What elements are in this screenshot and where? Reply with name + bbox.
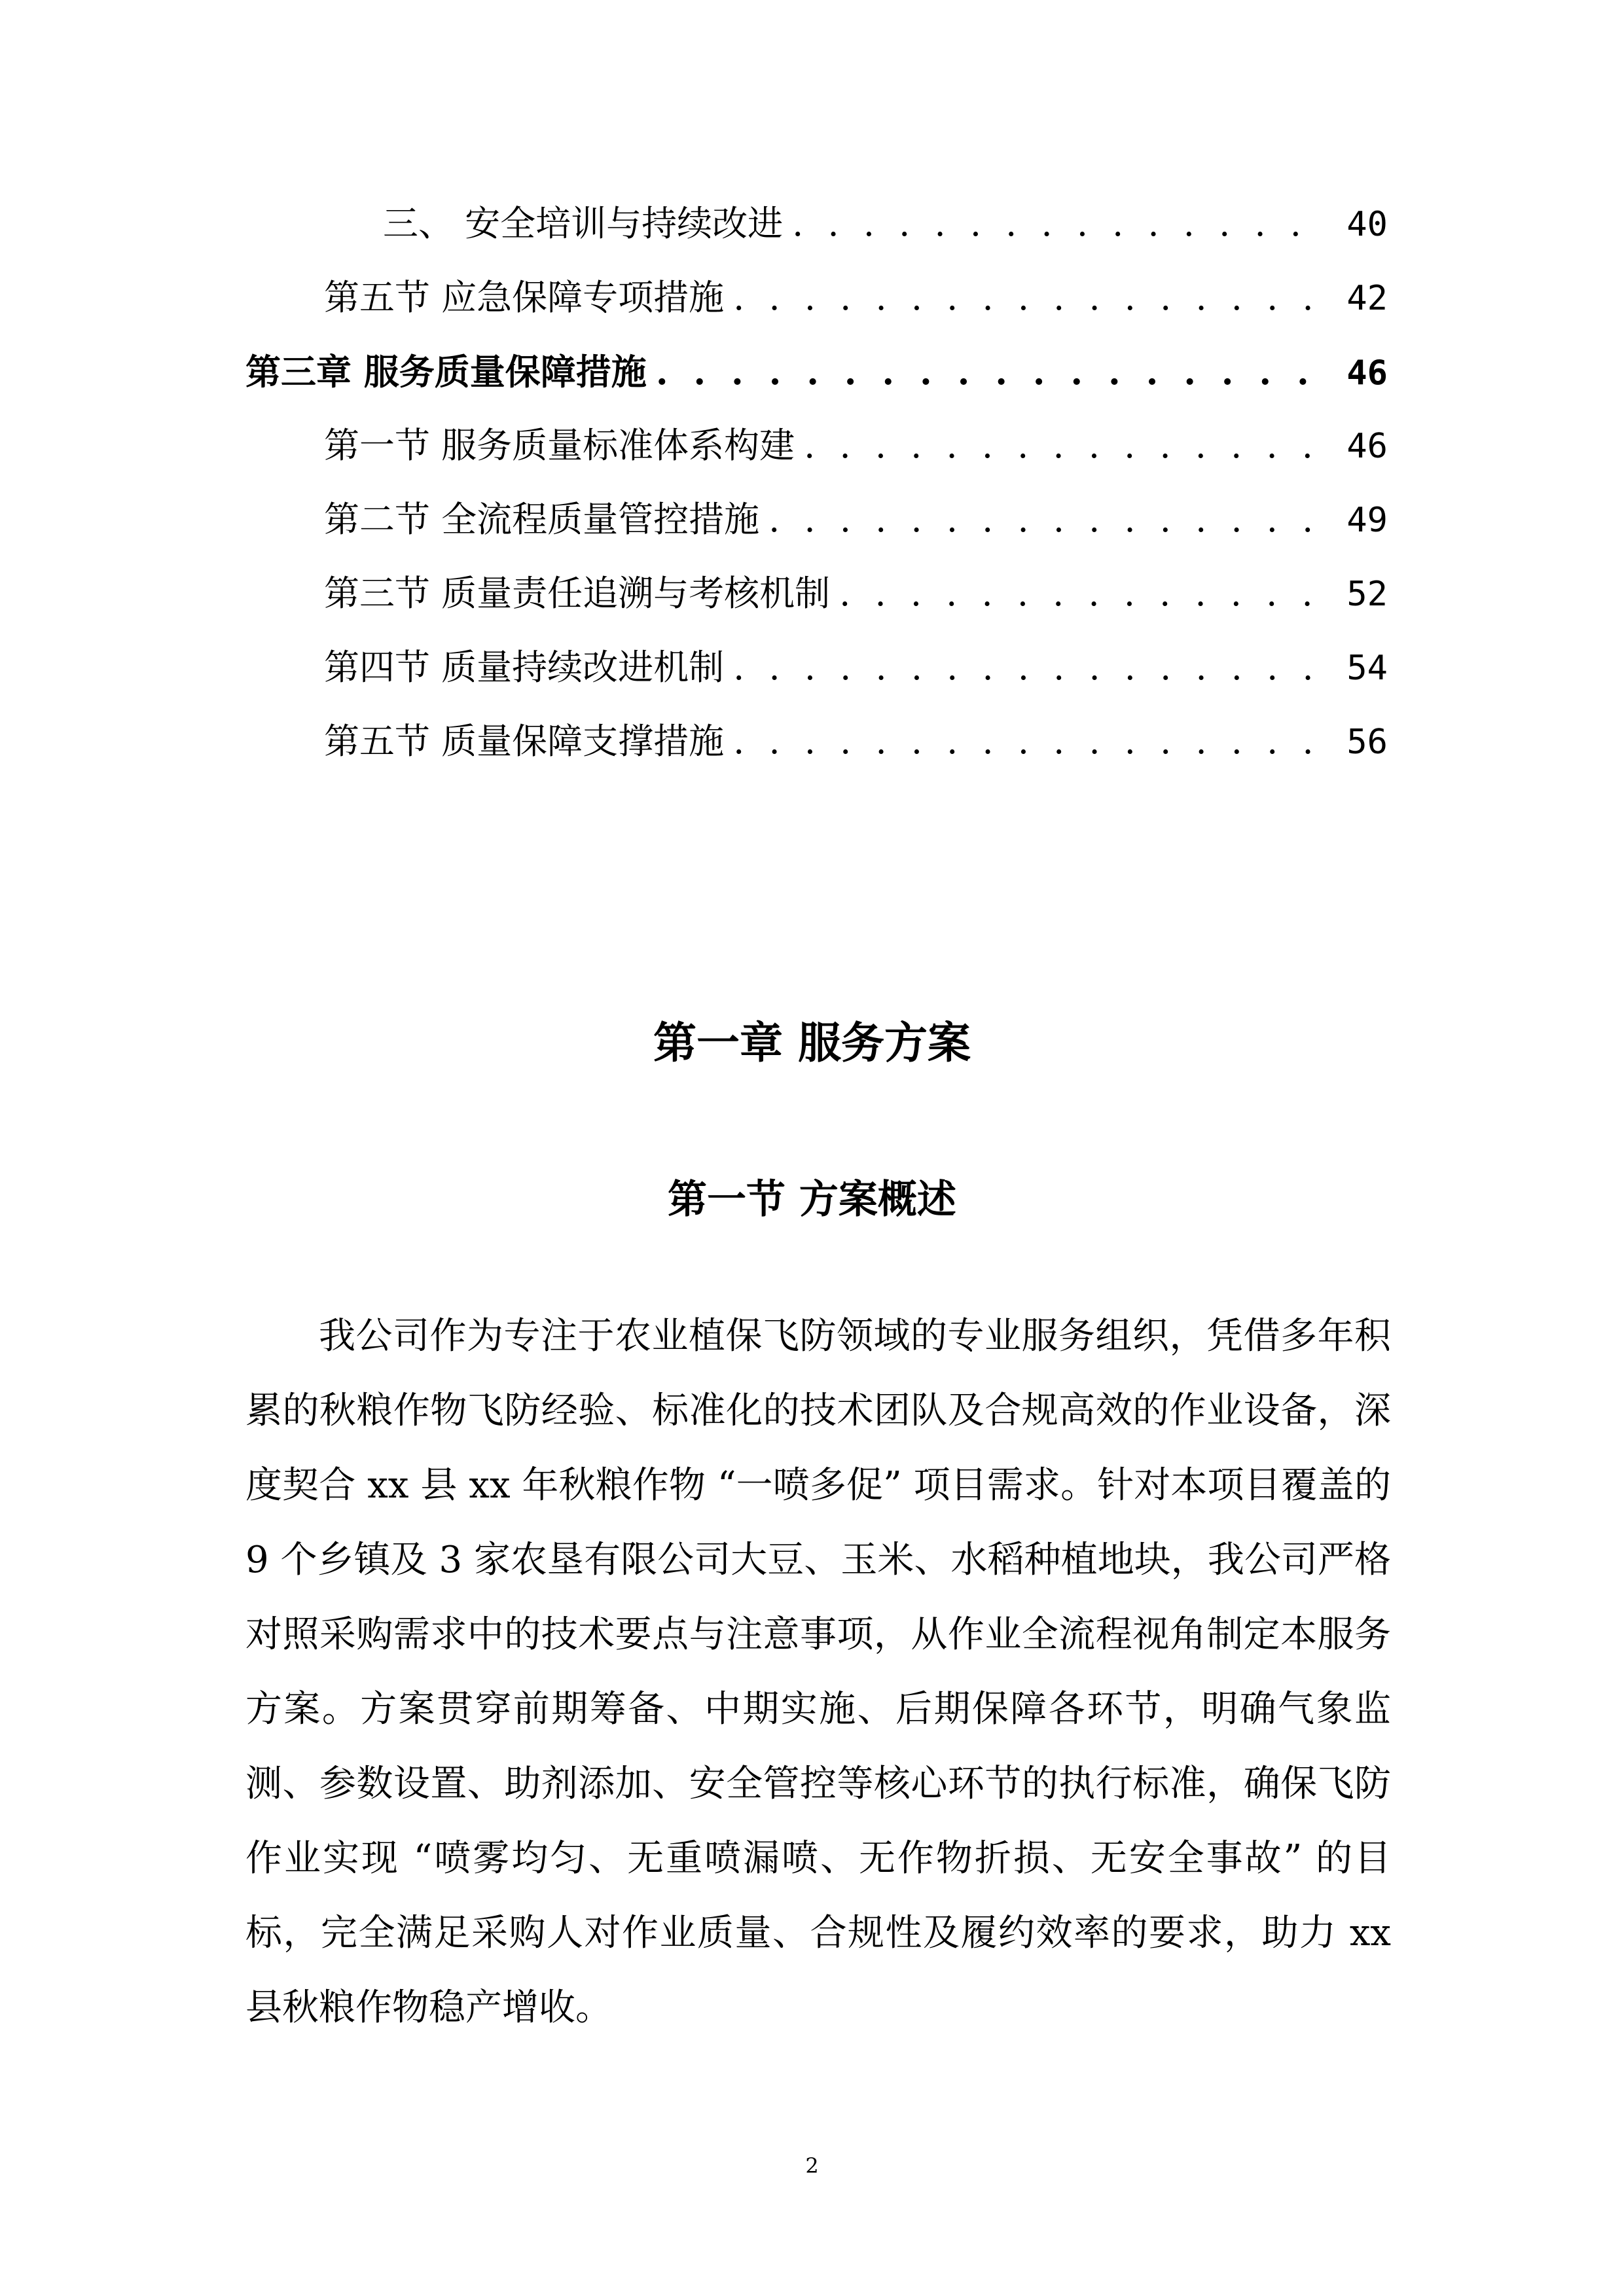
toc-entry[interactable] (324, 265, 1388, 331)
toc-leader (656, 339, 1324, 404)
toc-entry-label: 第一节 服务质量标准体系构建 (324, 425, 795, 466)
toc-entry-page: 56 (1346, 723, 1388, 762)
toc-entry-page: 49 (1346, 501, 1388, 540)
body-paragraph: 我公司作为专注于农业植保飞防领域的专业服务组织，凭借多年积累的秋粮作物飞防经验、标准化的技术团队及合规高效的作业设备，深度契合 xx 县 xx 年秋粮作物 “一喷多促” 项目需求。针对本项目覆盖的 9 个乡镇及 3 家农垦有限公司大豆、玉米、水稻种植地块，我公司严格对照采购需求中的技术要点与注意事项，从作业全流程视角制定本服务方案。方案贯穿前期筹备、中期实施、后期保障各环节，明确气象监测、参数设置、助剂添加、安全管控等核心环节的执行标准，确保飞防作业实现 “喷雾均匀、无重喷漏喷、无作物折损、无安全事故” 的目标，完全满足采购人对作业质量、合规性及履约效率的要求，助力 xx 县秋粮作物稳产增收。 (245, 1315, 1391, 2029)
toc-leader (733, 635, 1324, 700)
toc-leader (839, 561, 1324, 626)
toc-entry[interactable] (324, 561, 1388, 626)
section-title: 第一节 方案概述 (668, 1177, 956, 1223)
toc-entry-label: 第五节 应急保障专项措施 (324, 277, 725, 318)
toc-entry-label: 第三节 质量责任追溯与考核机制 (324, 573, 831, 614)
toc-entry[interactable] (383, 191, 1388, 257)
toc-leader (733, 265, 1324, 331)
toc-entry[interactable] (324, 635, 1388, 700)
toc-entry-page: 54 (1346, 649, 1388, 688)
toc-leader (804, 413, 1324, 478)
toc-entry-page: 46 (1346, 353, 1388, 393)
toc-entry-page: 40 (1346, 205, 1388, 244)
toc-entry-label: 三、 安全培训与持续改进 (383, 203, 784, 244)
toc-entry-label: 第四节 质量持续改进机制 (324, 647, 725, 688)
toc-entry-label: 第五节 质量保障支撑措施 (324, 721, 725, 762)
toc-chapter-entry[interactable] (245, 339, 1388, 404)
page-number: 2 (805, 2153, 819, 2178)
toc-leader (792, 191, 1324, 257)
toc-leader (768, 487, 1324, 552)
toc-leader (733, 709, 1324, 774)
toc-entry[interactable] (324, 709, 1388, 774)
toc-entry[interactable] (324, 413, 1388, 478)
toc-entry[interactable] (324, 487, 1388, 552)
toc-entry-page: 42 (1346, 279, 1388, 318)
chapter-title: 第一章 服务方案 (653, 1017, 971, 1068)
toc-entry-label: 第二节 全流程质量管控措施 (324, 499, 760, 540)
toc-entry-label: 第三章 服务质量保障措施 (245, 351, 647, 393)
toc-entry-page: 46 (1346, 427, 1388, 466)
toc-entry-page: 52 (1346, 575, 1388, 614)
